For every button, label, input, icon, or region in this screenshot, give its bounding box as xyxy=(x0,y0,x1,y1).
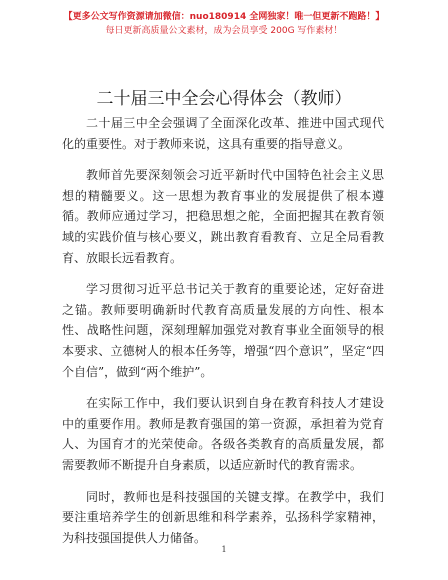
document-body xyxy=(62,113,384,559)
promo-banner-line2: 每日更新高质量公文素材，成为会员享受 200G 写作素材！ xyxy=(105,26,343,36)
document-title: 二十届三中全会心得体会（教师） xyxy=(96,89,352,109)
paragraph-2: 教师首先要深刻领会习近平新时代中国特色社会主义思想的精髓要义。这一思想为教育事业的发展提供了根本遵循。教师应通过学习，把稳思想之舵，全面把握其在教育领域的实践价值与核心要义，跳出教育看教育、立足全局看教育、放眼长远看教育。 xyxy=(62,168,384,265)
paragraph-5: 同时，教师也是科技强国的关键支撑。在教学中，我们要注重培养学生的创新思维和科学素养，弘扬科学家精神，为科技强国提供人力储备。 xyxy=(62,489,384,545)
promo-banner xyxy=(0,10,448,38)
paragraph-4: 在实际工作中，我们要认识到自身在教育科技人才建设中的重要作用。教师是教育强国的第一资源，承担着为党育人、为国育才的光荣使命。各级各类教育的高质量发展，都需要教师不断提升自身素质，以适应新时代的教育需求。 xyxy=(62,396,384,472)
paragraph-3: 学习贯彻习近平总书记关于教育的重要论述，定好奋进之锚。教师要明确新时代教育高质量发展的方向性、根本性、战略性问题，深刻理解加强党对教育事业全面领导的根本要求、立德树人的根本任务等，增强“四个意识”，坚定“四个自信”，做到“两个维护”。 xyxy=(62,282,384,379)
page-number: 1 xyxy=(221,545,227,554)
paragraph-1: 二十届三中全会强调了全面深化改革、推进中国式现代化的重要性。对于教师来说，这具有重要的指导意义。 xyxy=(62,116,384,151)
promo-banner-line1: 【更多公文写作资源请加微信：nuo180914 全网独家！唯一但更新不跑路！】 xyxy=(63,12,385,22)
